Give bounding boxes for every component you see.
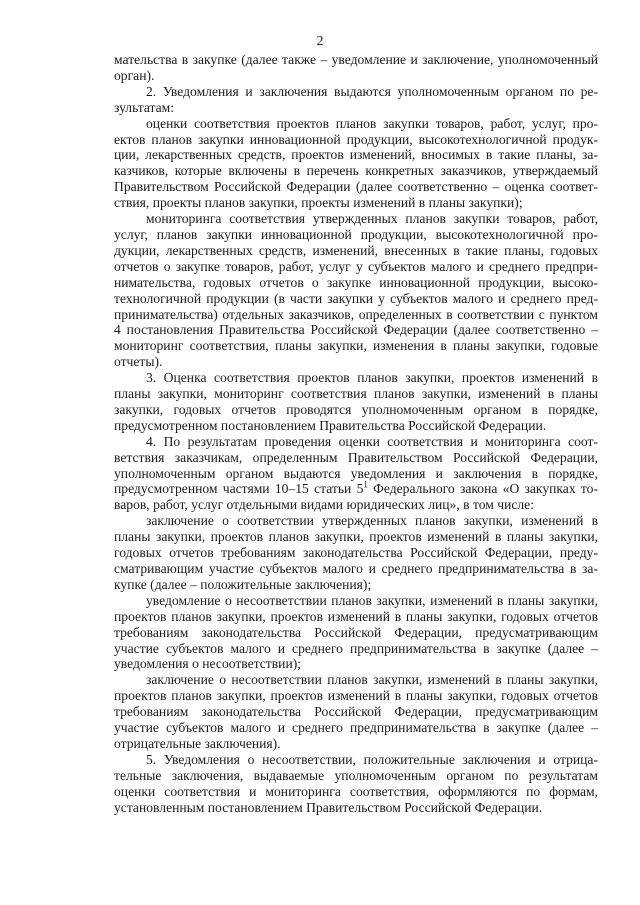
- paragraph-4-item-negative: заключение о несоответствии планов закупки, изменений в планы закупки, проектов планов закупки, проектов изменений в планы закупки, годовых отчетов требованиям законодательства Российской Федерации, предусматривающим участие субъектов малого и среднего предпринимательства в закупке (далее – отрицательные заключения).: [114, 672, 598, 751]
- paragraph-4-superscript: 1: [363, 479, 368, 490]
- paragraph-5: 5. Уведомления о несоответствии, положительные заключения и отрицательные заключения, выдаваемые уполномоченным органом по результатам оценки соответствия и мониторинга соответствия, оформляются по формам, установленным постановлением Правительством Российской Федерации.: [114, 751, 598, 815]
- paragraph-4: [114, 434, 598, 514]
- paragraph-4-text: 4. По результатам проведения оценки соответствия и мониторинга соответствия заказчикам, определенным Правительством Российской Федерации, уполномоченным органом выдаются уведомления и заключения в порядке, предусмотренном частями 10–15 статьи 5: [114, 433, 598, 497]
- paragraph-4-item-notice: уведомление о несоответствии планов закупки, изменений в планы закупки, проектов планов закупки, проектов изменений в планы закупки, годовых отчетов требованиям законодательства Российской Федерации, предусматривающим участие субъектов малого и среднего предпринимательства в закупке (далее – уведомления о несоответствии);: [114, 592, 598, 672]
- paragraph-2-heading: 2. Уведомления и заключения выдаются уполномоченным органом по результатам:: [114, 83, 598, 115]
- document-body: [114, 52, 598, 816]
- paragraph-2-item-assessment: оценки соответствия проектов планов закупки товаров, работ, услуг, проектов планов закупки инновационной продукции, высокотехнологичной продукции, лекарственных средств, проектов изменений, вносимых в такие планы, заказчиков, которые включены в перечень конкретных заказчиков, утверждаемый Правительством Российской Федерации (далее соответственно – оценка соответствия, проекты планов закупки, проекты изменений в планы закупки);: [114, 115, 598, 211]
- paragraph-4-item-positive: заключение о соответствии утвержденных планов закупки, изменений в планы закупки, проектов планов закупки, проектов изменений в планы закупки, годовых отчетов требованиям законодательства Российской Федерации, предусматривающим участие субъектов малого и среднего предпринимательства в закупке (далее – положительные заключения);: [114, 513, 598, 592]
- paragraph-continuation: мательства в закупке (далее также – уведомление и заключение, уполномоченный орган).: [114, 52, 598, 83]
- paragraph-4-tail: Федерального закона «О закупках товаров, работ, услуг отдельными видами юридических лиц», в том числе:: [114, 481, 598, 513]
- paragraph-2-item-monitoring: мониторинга соответствия утвержденных планов закупки товаров, работ, услуг, планов закупки инновационной продукции, высокотехнологичной продукции, лекарственных средств, изменений, внесенных в такие планы, годовых отчетов о закупке товаров, работ, услуг у субъектов малого и среднего предпринимательства, годовых отчетов о закупке инновационной продукции, высокотехнологичной продукции (в части закупки у субъектов малого и среднего предпринимательства) отдельных заказчиков, определенных в соответствии с пунктом 4 постановления Правительства Российской Федерации (далее соответственно – мониторинг соответствия, планы закупки, изменения в планы закупки, годовые отчеты).: [114, 211, 598, 370]
- page-number: 2: [316, 34, 324, 49]
- paragraph-3: 3. Оценка соответствия проектов планов закупки, проектов изменений в планы закупки, мониторинг соответствия планов закупки, изменений в планы закупки, годовых отчетов проводятся уполномоченным органом в порядке, предусмотренном постановлением Правительства Российской Федерации.: [114, 370, 598, 433]
